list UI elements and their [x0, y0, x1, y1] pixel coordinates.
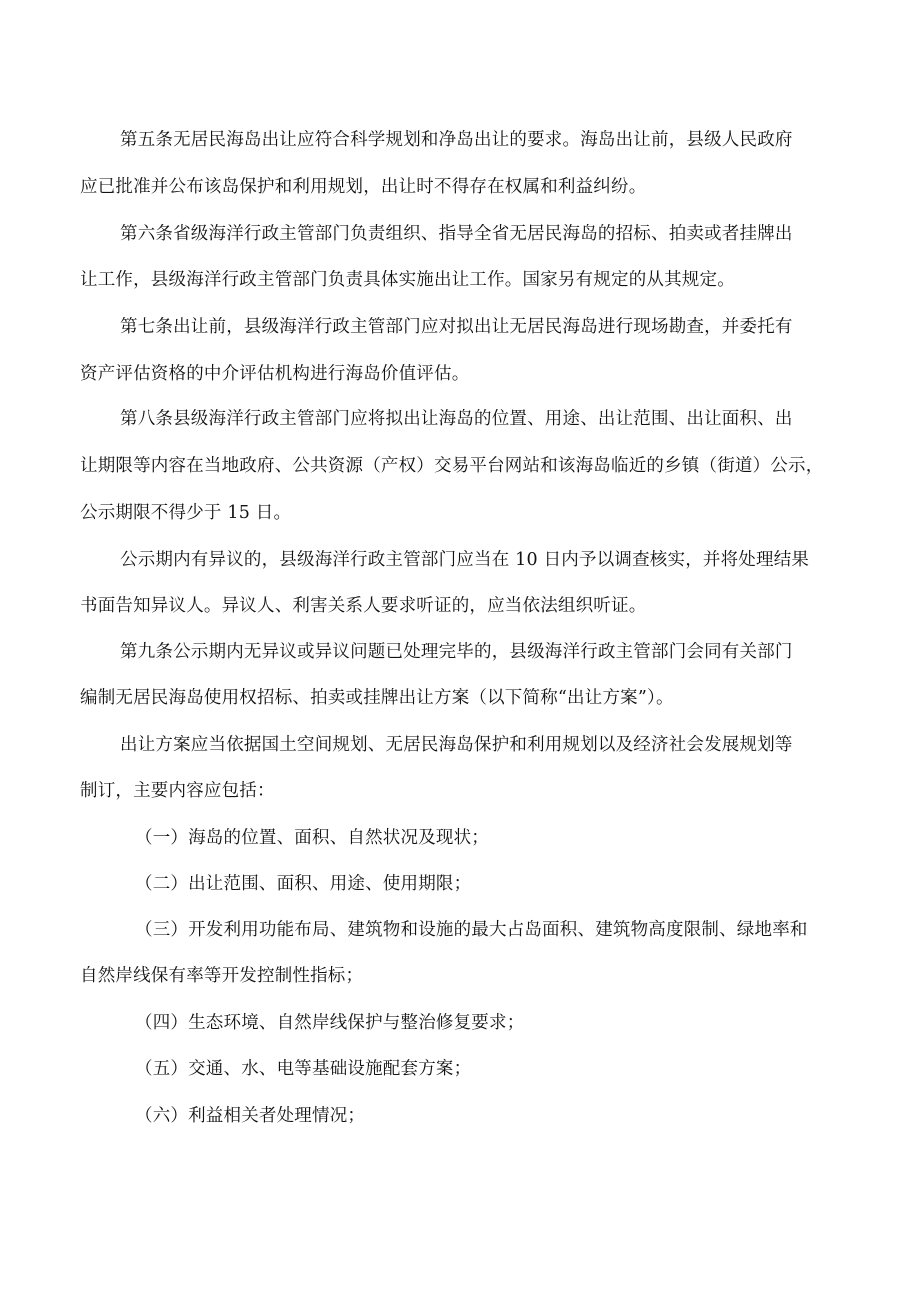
- item-1: （一）海岛的位置、面积、自然状况及现状；: [135, 828, 489, 848]
- article-5-line-2: 应已批准并公布该岛保护和利用规划，出让时不得存在权属和利益纠纷。: [80, 177, 647, 197]
- objection-paragraph-line-2: 书面告知异议人。异议人、利害关系人要求听证的，应当依法组织听证。: [80, 596, 647, 616]
- article-8-line-1: 第八条县级海洋行政主管部门应将拟出让海岛的位置、用途、出让范围、出让面积、出: [120, 409, 793, 429]
- item-2: （二）出让范围、面积、用途、使用期限；: [135, 874, 472, 894]
- article-7-line-1: 第七条出让前，县级海洋行政主管部门应对拟出让无居民海岛进行现场勘查，并委托有: [120, 317, 793, 337]
- plan-paragraph-line-2: 制订，主要内容应包括：: [80, 781, 275, 801]
- plan-paragraph-line-1: 出让方案应当依据国土空间规划、无居民海岛保护和利用规划以及经济社会发展规划等: [120, 735, 793, 755]
- item-5: （五）交通、水、电等基础设施配套方案；: [135, 1059, 472, 1079]
- article-6-line-2: 让工作，县级海洋行政主管部门负责具体实施出让工作。国家另有规定的从其规定。: [80, 270, 735, 290]
- objection-paragraph-line-1: 公示期内有异议的，县级海洋行政主管部门应当在 10 日内予以调查核实，并将处理结果: [120, 550, 810, 570]
- item-6: （六）利益相关者处理情况；: [135, 1106, 366, 1126]
- article-8-line-3: 公示期限不得少于 15 日。: [80, 503, 292, 523]
- item-4: （四）生态环境、自然岸线保护与整治修复要求；: [135, 1013, 525, 1033]
- article-6-line-1: 第六条省级海洋行政主管部门负责组织、指导全省无居民海岛的招标、拍卖或者挂牌出: [120, 224, 793, 244]
- article-9-line-1: 第九条公示期内无异议或异议问题已处理完毕的，县级海洋行政主管部门会同有关部门: [120, 642, 793, 662]
- item-3-line-1: （三）开发利用功能布局、建筑物和设施的最大占岛面积、建筑物高度限制、绿地率和: [135, 920, 808, 940]
- article-5-line-1: 第五条无居民海岛出让应符合科学规划和净岛出让的要求。海岛出让前，县级人民政府: [120, 130, 793, 150]
- item-3-line-2: 自然岸线保有率等开发控制性指标；: [80, 966, 364, 986]
- article-8-line-2: 让期限等内容在当地政府、公共资源（产权）交易平台网站和该海岛临近的乡镇（街道）公示，: [80, 456, 824, 476]
- article-9-line-2: 编制无居民海岛使用权招标、拍卖或挂牌出让方案（以下简称“出让方案”）。: [80, 688, 674, 708]
- article-7-line-2: 资产评估资格的中介评估机构进行海岛价值评估。: [80, 364, 470, 384]
